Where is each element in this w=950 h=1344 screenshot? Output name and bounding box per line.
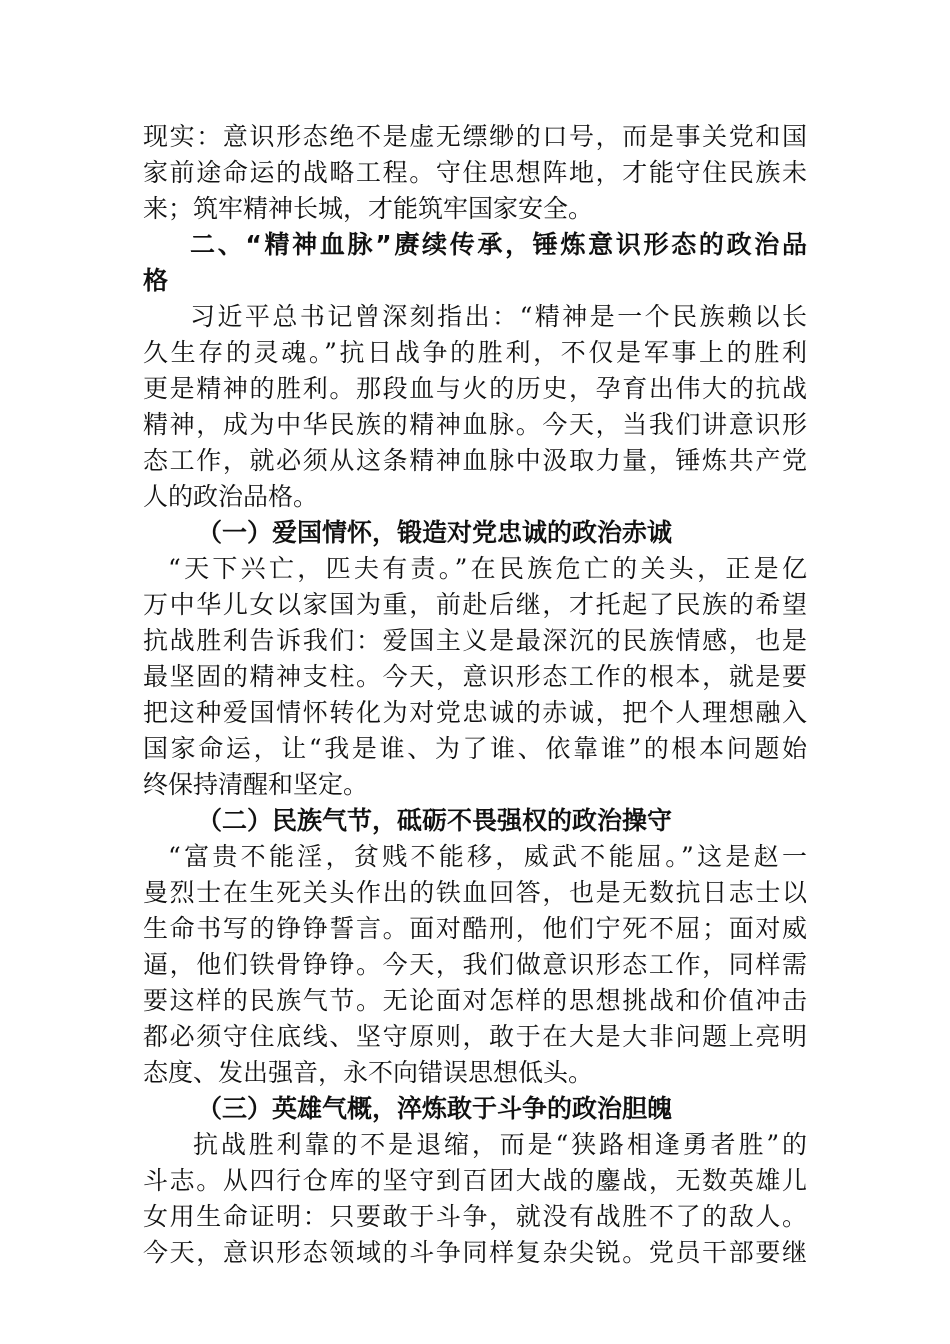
paragraph-line: “富贵不能淫，贫贱不能移，威武不能屈。”这是赵一 bbox=[168, 842, 807, 871]
paragraph-line: 终保持清醒和坚定。 bbox=[143, 770, 369, 799]
paragraph-line: 生命书写的铮铮誓言。面对酷刑，他们宁死不屈；面对威 bbox=[143, 914, 807, 943]
paragraph-line: 现实：意识形态绝不是虚无缥缈的口号，而是事关党和国 bbox=[143, 122, 807, 151]
section-heading: 二、“精神血脉”赓续传承，锤炼意识形态的政治品 bbox=[190, 230, 807, 259]
paragraph-line: 态度、发出强音，永不向错误思想低头。 bbox=[143, 1058, 594, 1087]
paragraph-line: 来；筑牢精神长城，才能筑牢国家安全。 bbox=[143, 194, 594, 223]
paragraph-line: 家前途命运的战略工程。守住思想阵地，才能守住民族未 bbox=[143, 158, 807, 187]
sub-heading: （二）民族气节，砥砺不畏强权的政治操守 bbox=[197, 806, 673, 835]
paragraph-line: 最坚固的精神支柱。今天，意识形态工作的根本，就是要 bbox=[143, 662, 807, 691]
paragraph-line: 国家命运，让“我是谁、为了谁、依靠谁”的根本问题始 bbox=[143, 734, 807, 763]
paragraph-line: 抗战胜利靠的不是退缩，而是“狭路相逢勇者胜”的 bbox=[193, 1130, 807, 1159]
paragraph-line: 久生存的灵魂。”抗日战争的胜利，不仅是军事上的胜利 bbox=[143, 338, 807, 367]
paragraph-line: 把这种爱国情怀转化为对党忠诚的赤诚，把个人理想融入 bbox=[143, 698, 807, 727]
paragraph-line: 曼烈士在生死关头作出的铁血回答，也是无数抗日志士以 bbox=[143, 878, 807, 907]
paragraph-line: 万中华儿女以家国为重，前赴后继，才托起了民族的希望 bbox=[143, 590, 807, 619]
paragraph-line: 人的政治品格。 bbox=[143, 482, 319, 511]
paragraph-line: 抗战胜利告诉我们：爱国主义是最深沉的民族情感，也是 bbox=[143, 626, 807, 655]
paragraph-line: 习近平总书记曾深刻指出：“精神是一个民族赖以长 bbox=[190, 302, 807, 331]
paragraph-line: 今天，意识形态领域的斗争同样复杂尖锐。党员干部要继 bbox=[143, 1238, 807, 1267]
paragraph-line: 精神，成为中华民族的精神血脉。今天，当我们讲意识形 bbox=[143, 410, 807, 439]
sub-heading: （一）爱国情怀，锻造对党忠诚的政治赤诚 bbox=[197, 518, 673, 547]
paragraph-line: 逼，他们铁骨铮铮。今天，我们做意识形态工作，同样需 bbox=[143, 950, 807, 979]
paragraph-line: 态工作，就必须从这条精神血脉中汲取力量，锤炼共产党 bbox=[143, 446, 807, 475]
paragraph-line: 更是精神的胜利。那段血与火的历史，孕育出伟大的抗战 bbox=[143, 374, 807, 403]
paragraph-line: 女用生命证明：只要敢于斗争，就没有战胜不了的敌人。 bbox=[143, 1202, 807, 1231]
section-heading: 格 bbox=[143, 266, 169, 295]
paragraph-line: 要这样的民族气节。无论面对怎样的思想挑战和价值冲击 bbox=[143, 986, 807, 1015]
paragraph-line: 都必须守住底线、坚守原则，敢于在大是大非问题上亮明 bbox=[143, 1022, 807, 1051]
paragraph-line: 斗志。从四行仓库的坚守到百团大战的鏖战，无数英雄儿 bbox=[143, 1166, 807, 1195]
sub-heading: （三）英雄气概，淬炼敢于斗争的政治胆魄 bbox=[197, 1094, 673, 1123]
paragraph-line: “天下兴亡，匹夫有责。”在民族危亡的关头，正是亿 bbox=[168, 554, 807, 583]
